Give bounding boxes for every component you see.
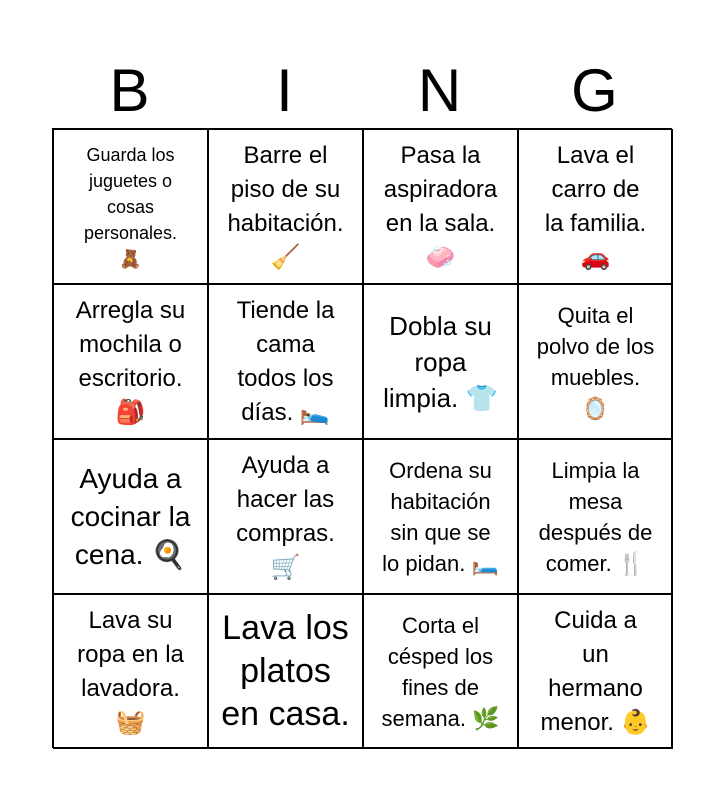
header-letter-i: I xyxy=(276,57,293,124)
bingo-cell[interactable] xyxy=(363,439,518,594)
cell-text: Guarda los juguetes o cosas personales. 🧸 xyxy=(83,144,178,269)
cell-text: Tiende la cama todos los días. 🛌 xyxy=(236,296,335,426)
cell-text: Ayuda a hacer las compras. 🛒 xyxy=(236,451,335,581)
bingo-cell[interactable] xyxy=(208,129,363,284)
cell-text: Cuida a un hermano menor. 👶 xyxy=(540,606,651,736)
bingo-cell[interactable] xyxy=(208,439,363,594)
bingo-cell[interactable] xyxy=(518,439,673,594)
cell-text: Arregla su mochila o escritorio. 🎒 xyxy=(75,296,186,426)
cell-text: Dobla su ropa limpia. 👕 xyxy=(383,310,498,413)
cell-text: Quita el polvo de los muebles. 🪞 xyxy=(536,302,655,421)
bingo-cell[interactable] xyxy=(208,284,363,439)
bingo-cell[interactable] xyxy=(53,439,208,594)
cell-text: Lava los platos en casa. xyxy=(221,609,350,733)
bingo-cell[interactable] xyxy=(363,284,518,439)
cell-text: Corta el césped los fines de semana. 🌿 xyxy=(381,612,500,731)
bingo-grid xyxy=(52,128,672,748)
header-letter-b: B xyxy=(109,57,150,124)
cell-text: Barre el piso de su habitación. 🧹 xyxy=(227,141,344,271)
bingo-cell[interactable] xyxy=(53,284,208,439)
bingo-cell[interactable] xyxy=(363,129,518,284)
cell-text: Ayuda a cocinar la cena. 🍳 xyxy=(70,462,191,570)
cell-text: Lava el carro de la familia. 🚗 xyxy=(544,141,647,271)
bingo-cell[interactable] xyxy=(518,129,673,284)
bingo-cell[interactable] xyxy=(518,594,673,749)
bingo-cell[interactable] xyxy=(208,594,363,749)
header-letter-g: G xyxy=(571,57,618,124)
header-letter-n: N xyxy=(417,57,462,124)
bingo-cell[interactable] xyxy=(518,284,673,439)
cell-text: Limpia la mesa después de comer. 🍴 xyxy=(538,457,653,576)
bingo-cell[interactable] xyxy=(53,129,208,284)
bingo-header xyxy=(52,56,672,126)
cell-text: Pasa la aspiradora en la sala. 🧼 xyxy=(383,141,498,271)
cell-text: Lava su ropa en la lavadora. 🧺 xyxy=(77,606,184,736)
bingo-cell[interactable] xyxy=(53,594,208,749)
bingo-cell[interactable] xyxy=(363,594,518,749)
cell-text: Ordena su habitación sin que se lo pidan. 🛏️ xyxy=(382,457,499,576)
